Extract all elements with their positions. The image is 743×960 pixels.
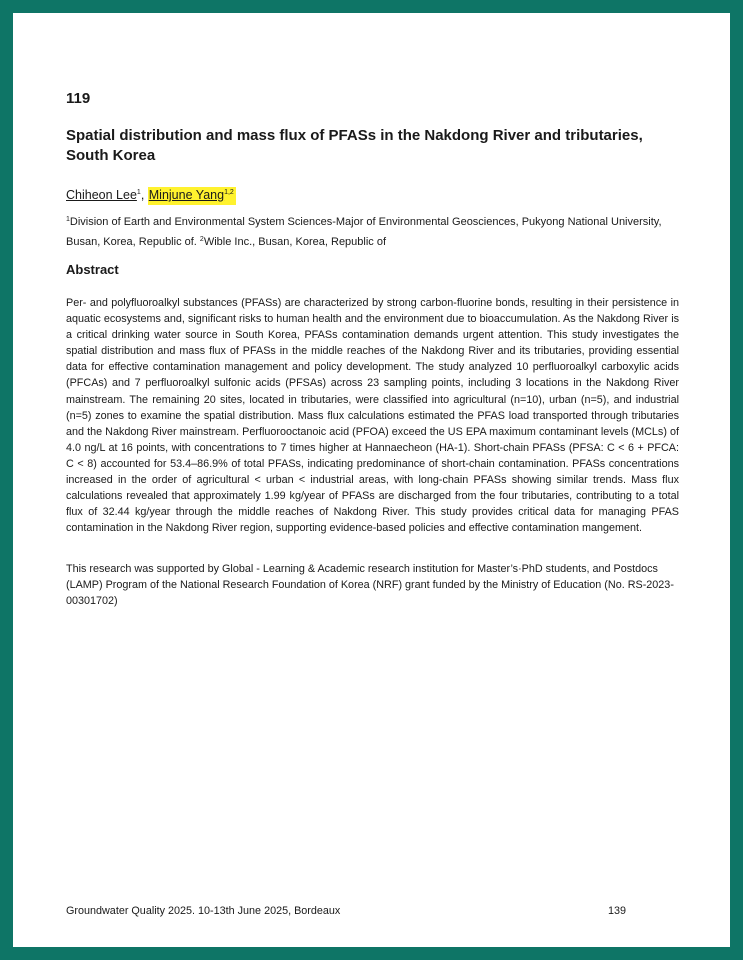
author-list [66, 183, 236, 205]
footer-conference: Groundwater Quality 2025. 10-13th June 2025, Bordeaux [66, 905, 341, 917]
document-page [13, 13, 730, 947]
affiliations [66, 211, 678, 251]
author-name: Chiheon Lee [66, 188, 137, 202]
affiliation-sup: 2 [199, 236, 204, 243]
highlighted-author [148, 187, 236, 205]
page-number: 139 [607, 905, 626, 917]
affiliation-text: Wible Inc., Busan, Korea, Republic of [203, 236, 387, 248]
acknowledgement: This research was supported by Global - Learning & Academic research institution for Master’s·PhD students, and Postdocs (LAMP) Program of the National Research Foundation of Korea (NRF) grant funded by the Ministry of Education (No. RS-2023-00301702) [66, 563, 674, 608]
paper-title: Spatial distribution and mass flux of PFASs in the Nakdong River and tributaries, South Korea [66, 127, 643, 164]
abstract-heading: Abstract [66, 262, 119, 277]
affiliation-text: Division of Earth and Environmental System Sciences-Major of Environmental Geosciences, Pukyong National University, Busan, Korea, Republic of. [66, 216, 662, 248]
abstract-number: 119 [66, 90, 91, 107]
affiliation-sup: 1 [66, 216, 70, 223]
author-affiliation-sup: 1,2 [224, 189, 234, 196]
author-affiliation-sup: 1 [136, 189, 141, 196]
author-separator: , [140, 188, 148, 202]
abstract-body: Per- and polyfluoroalkyl substances (PFASs) are characterized by strong carbon-fluorine bonds, resulting in their persistence in aquatic ecosystems and, significant risks to human health and the environment due to bioaccumulation. As the Nakdong River is a critical drinking water source in South Korea, PFASs contamination demands urgent attention. This study investigates the spatial distribution and mass flux of PFASs in the middle reaches of the Nakdong River and its tributaries, providing essential data for effective contamination management and policy development. The study analyzed 10 perfluoroalkyl carboxylic acids (PFCAs) and 7 perfluoroalkyl sulfonic acids (PFSAs) across 23 sampling points, including 3 locations in the Nakdong River mainstream. The remaining 20 sites, located in tributaries, were classified into agricultural (n=10), urban (n=5), and industrial (n=5) zones to examine the spatial distribution. Mass flux calculations estimated the PFAS load transported through tributaries and the Nakdong River mainstream. Perfluorooctanoic acid (PFOA) exceed the US EPA maximum contaminant levels (MCLs) of 4.0 ng/L at 16 points, with concentrations to 7 times higher at Hannaecheon (HA-1). Short-chain PFASs (PFSA: C < 6 + PFCA: C < 8) accounted for 53.4–86.9% of total PFASs, indicating predominance of short-chain contamination. PFASs concentrations increased in the order of agricultural < urban < industrial areas, with long-chain PFASs showing similar trends. Mass flux calculations revealed that approximately 1.99 kg/year of PFASs are discharged from the four tributaries, contributing to a total flux of 32.44 kg/year through the middle reaches of Nakdong River. This study provides critical data for managing PFAS contamination in the Nakdong River region, supporting evidence-based policies and effective contamination mangement. [66, 297, 679, 535]
page-footer [66, 905, 626, 917]
author-name: Minjune Yang [148, 188, 225, 202]
